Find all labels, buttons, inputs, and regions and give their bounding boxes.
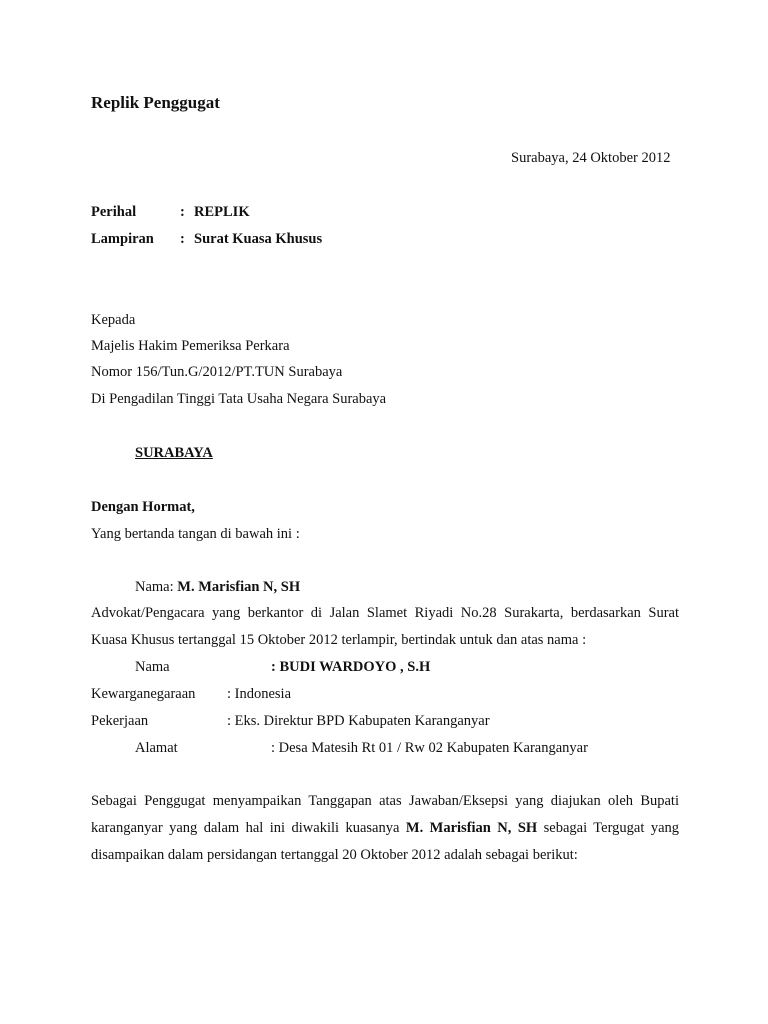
client-nama-label: Nama (135, 659, 170, 675)
perihal-label: Perihal (91, 204, 137, 220)
lampiran-value: Surat Kuasa Khusus (194, 231, 323, 247)
body-line-2-start: karanganyar yang dalam hal ini diwakili kuasanya (91, 820, 406, 836)
lampiran-label: Lampiran (91, 231, 154, 247)
perihal-separator: : (180, 204, 185, 220)
client-pekerjaan-label: Pekerjaan (91, 713, 149, 729)
recipient-city: SURABAYA (135, 445, 213, 461)
client-alamat-label: Alamat (135, 740, 178, 756)
recipient-line-2: Majelis Hakim Pemeriksa Perkara (91, 338, 290, 354)
intro-text: Yang bertanda tangan di bawah ini : (91, 526, 300, 542)
salutation: Dengan Hormat, (91, 499, 195, 515)
recipient-line-4: Di Pengadilan Tinggi Tata Usaha Negara Surabaya (91, 391, 387, 407)
document-title: Replik Penggugat (91, 93, 220, 112)
body-line-2-bold: M. Marisfian N, SH (405, 820, 538, 836)
client-kewarganegaraan-label: Kewarganegaraan (91, 686, 196, 702)
client-nama-value: : BUDI WARDOYO , S.H (271, 659, 431, 675)
signer-label: Nama: (135, 579, 174, 595)
recipient-line-1: Kepada (91, 312, 136, 328)
body-line-1: Sebagai Penggugat menyampaikan Tanggapan atas Jawaban/Eksepsi yang diajukan oleh Bupati (91, 793, 679, 809)
advocate-line-1: Advokat/Pengacara yang berkantor di Jalan Slamet Riyadi No.28 Surakarta, berdasarkan Surat (91, 605, 679, 621)
body-line-3: disampaikan dalam persidangan tertanggal 20 Oktober 2012 adalah sebagai berikut: (91, 847, 578, 863)
advocate-line-2: Kuasa Khusus tertanggal 15 Oktober 2012 terlampir, bertindak untuk dan atas nama : (91, 632, 587, 648)
client-alamat-value: : Desa Matesih Rt 01 / Rw 02 Kabupaten Karanganyar (271, 740, 588, 756)
signer-name: M. Marisfian N, SH (177, 579, 301, 595)
perihal-value: REPLIK (194, 204, 250, 220)
body-line-2-end: sebagai Tergugat yang (537, 820, 680, 836)
client-kewarganegaraan-value: : Indonesia (227, 686, 292, 702)
signer-line (135, 578, 300, 596)
recipient-line-3: Nomor 156/Tun.G/2012/PT.TUN Surabaya (91, 364, 343, 380)
place-date: Surabaya, 24 Oktober 2012 (511, 150, 671, 166)
client-pekerjaan-value: : Eks. Direktur BPD Kabupaten Karanganyar (227, 713, 490, 729)
lampiran-separator: : (180, 231, 185, 247)
body-line-2 (91, 819, 679, 837)
